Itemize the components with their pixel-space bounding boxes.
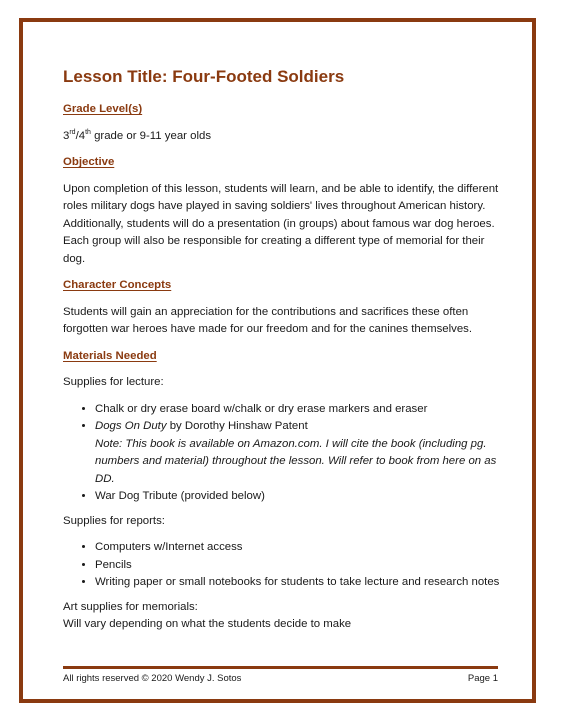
character-text: Students will gain an appreciation for the contributions and sacrifices these often forgotten war heroes have made for our freedom and for the canines themselves.: [63, 305, 473, 335]
copyright-text: All rights reserved © 2020 Wendy J. Sotos: [63, 673, 242, 684]
list-item: • Dogs On Duty by Dorothy Hinshaw Patent Note: This book is available on Amazon.com. I will cite the book (including pg. numbers and material) throughout the lesson. Will refer to book from here on as DD.: [95, 418, 503, 488]
lesson-title: Lesson Title: Four-Footed Soldiers: [63, 67, 345, 86]
materials-heading: Materials Needed: [63, 349, 157, 362]
reports-list: [63, 539, 503, 592]
grade-heading: Grade Level(s): [63, 103, 143, 115]
book-note: Note: This book is available on Amazon.com. I will cite the book (including pg. numbers and material) throughout the lesson. Will refer to book from here on as DD.: [95, 437, 497, 485]
list-item: • Computers w/Internet access: [95, 539, 503, 557]
document-body: [63, 66, 503, 643]
lecture-list: [63, 401, 503, 506]
list-item: • War Dog Tribute (provided below): [95, 488, 503, 506]
art-text: Will vary depending on what the students decide to make: [63, 618, 352, 630]
page-number: Page 1: [467, 673, 498, 684]
lecture-label: Supplies for lecture:: [63, 376, 164, 388]
objective-text: Upon completion of this lesson, students will learn, and be able to identify, the different roles military dogs have played in saving soldiers' lives throughout American history. Additionally, students will do a presentation (in groups) about famous war dog heroes. Each group will also be responsible for creating a different type of memorial for their dog.: [63, 182, 499, 265]
list-item: • Pencils: [95, 557, 503, 575]
page-footer: [63, 673, 498, 684]
footer-divider: [63, 666, 498, 669]
art-label: Art supplies for memorials:: [63, 600, 198, 613]
reports-label: Supplies for reports:: [63, 514, 165, 527]
list-item: • Chalk or dry erase board w/chalk or dry erase markers and eraser: [95, 401, 503, 419]
character-heading: Character Concepts: [63, 279, 172, 291]
list-item: • Writing paper or small notebooks for students to take lecture and research notes: [95, 574, 503, 592]
objective-heading: Objective: [63, 156, 115, 168]
grade-text: 3rd/4th grade or 9-11 year olds: [63, 128, 212, 142]
